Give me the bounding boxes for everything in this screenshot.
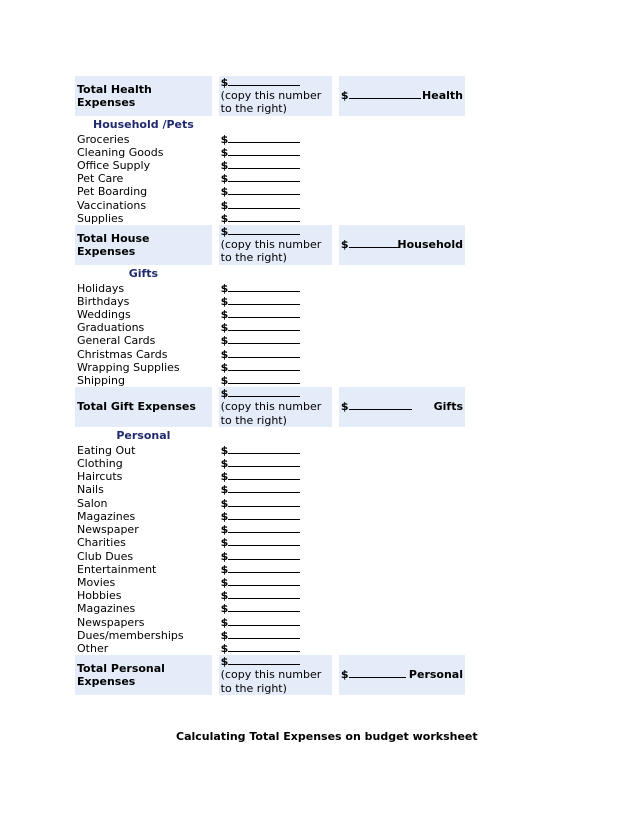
household-item-dollar: $ <box>220 211 229 225</box>
personal-item-amount <box>219 602 332 615</box>
household-heading-row <box>75 116 465 133</box>
personal-item-blank[interactable] <box>228 492 300 493</box>
personal-item-amount <box>219 510 332 523</box>
health-right-blank[interactable] <box>349 98 421 99</box>
personal-item-row <box>75 483 465 496</box>
gift-item-amount <box>219 361 332 374</box>
personal-item-row <box>75 629 465 642</box>
household-item-amount <box>219 133 332 146</box>
household-total-amount <box>219 225 332 265</box>
personal-item-blank[interactable] <box>228 466 300 467</box>
personal-item-dollar: $ <box>220 470 229 484</box>
household-item-label: Groceries <box>77 132 130 146</box>
personal-item-label: Salon <box>77 496 108 510</box>
household-item-label: Pet Care <box>77 172 124 186</box>
gift-item-blank[interactable] <box>228 370 300 371</box>
household-item-blank[interactable] <box>228 194 300 195</box>
gift-total-row <box>75 387 465 427</box>
personal-total-dollar: $ <box>220 655 229 669</box>
household-item-amount <box>219 172 332 185</box>
personal-item-label: Charities <box>77 536 126 550</box>
personal-item-label: Eating Out <box>77 443 136 457</box>
personal-item-blank[interactable] <box>228 625 300 626</box>
household-item-blank[interactable] <box>228 208 300 209</box>
personal-total-amount <box>219 655 332 695</box>
personal-item-row <box>75 563 465 576</box>
personal-item-dollar: $ <box>220 602 229 616</box>
personal-item-blank[interactable] <box>228 611 300 612</box>
personal-item-amount <box>219 563 332 576</box>
gift-item-row <box>75 295 465 308</box>
personal-item-label: Newspapers <box>77 615 145 629</box>
household-item-row <box>75 133 465 146</box>
personal-item-amount <box>219 589 332 602</box>
gift-item-dollar: $ <box>220 360 229 374</box>
personal-item-dollar: $ <box>220 457 229 471</box>
gift-item-row <box>75 374 465 387</box>
household-total-dollar: $ <box>220 225 229 239</box>
gift-item-blank[interactable] <box>228 357 300 358</box>
gift-item-amount <box>219 295 332 308</box>
personal-item-dollar: $ <box>220 562 229 576</box>
personal-item-label: Movies <box>77 575 116 589</box>
household-item-label: Cleaning Goods <box>77 145 164 159</box>
household-item-label: Pet Boarding <box>77 185 148 199</box>
personal-item-blank[interactable] <box>228 506 300 507</box>
gift-total-blank[interactable] <box>228 396 300 397</box>
household-item-blank[interactable] <box>228 168 300 169</box>
household-item-row <box>75 212 465 225</box>
gift-item-dollar: $ <box>220 308 229 322</box>
personal-item-dollar: $ <box>220 509 229 523</box>
gift-item-label: Holidays <box>77 281 125 295</box>
worksheet-caption: Calculating Total Expenses on budget worksheet <box>176 730 478 743</box>
personal-item-blank[interactable] <box>228 638 300 639</box>
personal-item-amount <box>219 616 332 629</box>
gift-item-label: Shipping <box>77 374 125 388</box>
personal-item-row <box>75 536 465 549</box>
personal-item-dollar: $ <box>220 628 229 642</box>
personal-heading-row <box>75 427 465 444</box>
household-item-dollar: $ <box>220 172 229 186</box>
personal-item-blank[interactable] <box>228 453 300 454</box>
household-item-row <box>75 185 465 198</box>
personal-item-row <box>75 550 465 563</box>
health-total-note: (copy this number to the right) <box>220 89 322 116</box>
household-right-cell <box>339 225 465 265</box>
personal-item-row <box>75 497 465 510</box>
gift-item-label: Weddings <box>77 308 131 322</box>
household-item-blank[interactable] <box>228 142 300 143</box>
personal-item-row <box>75 470 465 483</box>
personal-item-amount <box>219 457 332 470</box>
gift-item-blank[interactable] <box>228 330 300 331</box>
gift-item-dollar: $ <box>220 294 229 308</box>
household-item-blank[interactable] <box>228 155 300 156</box>
personal-item-row <box>75 589 465 602</box>
personal-item-row <box>75 602 465 615</box>
personal-item-dollar: $ <box>220 589 229 603</box>
gift-total-label: Total Gift Expenses <box>75 387 212 427</box>
gift-heading-row <box>75 265 465 282</box>
household-item-amount <box>219 199 332 212</box>
gift-right-blank[interactable] <box>349 409 412 410</box>
personal-item-label: Hobbies <box>77 589 122 603</box>
health-right-dollar: $ <box>340 89 349 103</box>
gift-item-dollar: $ <box>220 281 229 295</box>
gift-item-blank[interactable] <box>228 383 300 384</box>
personal-total-blank[interactable] <box>228 664 300 665</box>
personal-item-amount <box>219 550 332 563</box>
personal-total-row <box>75 655 465 695</box>
personal-item-label: Entertainment <box>77 562 157 576</box>
personal-item-blank[interactable] <box>228 598 300 599</box>
gift-item-row <box>75 321 465 334</box>
gift-item-amount <box>219 321 332 334</box>
gift-item-dollar: $ <box>220 334 229 348</box>
household-item-label: Supplies <box>77 211 124 225</box>
personal-item-blank[interactable] <box>228 651 300 652</box>
personal-item-label: Clothing <box>77 457 123 471</box>
gift-item-row <box>75 308 465 321</box>
gift-item-blank[interactable] <box>228 317 300 318</box>
household-item-blank[interactable] <box>228 181 300 182</box>
worksheet-body <box>75 76 465 695</box>
health-right-label: Health <box>422 89 463 103</box>
gift-item-blank[interactable] <box>228 304 300 305</box>
household-item-row <box>75 172 465 185</box>
personal-item-blank[interactable] <box>228 559 300 560</box>
personal-item-label: Newspaper <box>77 523 139 537</box>
household-right-blank[interactable] <box>349 247 399 248</box>
personal-item-dollar: $ <box>220 523 229 537</box>
household-item-amount <box>219 185 332 198</box>
personal-item-row <box>75 457 465 470</box>
gift-item-dollar: $ <box>220 347 229 361</box>
personal-item-amount <box>219 642 332 655</box>
household-total-blank[interactable] <box>228 234 300 235</box>
personal-item-dollar: $ <box>220 575 229 589</box>
personal-item-amount <box>219 629 332 642</box>
household-item-dollar: $ <box>220 145 229 159</box>
personal-item-amount <box>219 576 332 589</box>
gift-item-blank[interactable] <box>228 291 300 292</box>
personal-item-dollar: $ <box>220 496 229 510</box>
health-right-cell <box>339 76 465 116</box>
household-item-row <box>75 199 465 212</box>
household-item-blank[interactable] <box>228 221 300 222</box>
personal-item-amount <box>219 444 332 457</box>
gift-item-amount <box>219 282 332 295</box>
household-item-amount <box>219 212 332 225</box>
personal-item-label: Haircuts <box>77 470 123 484</box>
household-item-label: Vaccinations <box>77 198 147 212</box>
personal-item-blank[interactable] <box>228 585 300 586</box>
personal-total-note: (copy this number to the right) <box>220 668 322 695</box>
personal-section-heading: Personal <box>116 428 171 442</box>
personal-item-amount <box>219 483 332 496</box>
personal-item-dollar: $ <box>220 483 229 497</box>
gift-right-cell <box>339 387 465 427</box>
personal-item-row <box>75 576 465 589</box>
gift-item-dollar: $ <box>220 374 229 388</box>
gift-item-label: Graduations <box>77 321 145 335</box>
household-item-row <box>75 146 465 159</box>
personal-item-dollar: $ <box>220 549 229 563</box>
personal-item-label: Dues/memberships <box>77 628 184 642</box>
personal-item-blank[interactable] <box>228 479 300 480</box>
gift-item-amount <box>219 374 332 387</box>
personal-item-blank[interactable] <box>228 532 300 533</box>
personal-total-label: Total Personal Expenses <box>75 655 212 695</box>
health-total-dollar: $ <box>220 76 229 89</box>
personal-item-amount <box>219 497 332 510</box>
budget-worksheet-table <box>75 76 465 695</box>
gift-item-row <box>75 334 465 347</box>
personal-item-blank[interactable] <box>228 572 300 573</box>
household-item-dollar: $ <box>220 159 229 173</box>
household-total-row <box>75 225 465 265</box>
personal-right-blank[interactable] <box>349 677 406 678</box>
household-item-label: Office Supply <box>77 159 151 173</box>
household-section-heading: Household /Pets <box>93 117 194 131</box>
health-total-amount <box>219 76 332 116</box>
personal-item-amount <box>219 470 332 483</box>
personal-right-label: Personal <box>408 668 463 682</box>
gift-total-dollar: $ <box>220 387 229 401</box>
personal-item-row <box>75 523 465 536</box>
personal-item-amount <box>219 536 332 549</box>
gift-item-row <box>75 282 465 295</box>
gift-item-amount <box>219 308 332 321</box>
personal-item-dollar: $ <box>220 536 229 550</box>
household-item-row <box>75 159 465 172</box>
household-right-dollar: $ <box>340 238 349 252</box>
gift-right-label: Gifts <box>433 400 463 414</box>
gift-item-label: General Cards <box>77 334 156 348</box>
household-total-label: Total House Expenses <box>75 225 212 265</box>
personal-item-row <box>75 444 465 457</box>
personal-item-row <box>75 616 465 629</box>
personal-item-row <box>75 510 465 523</box>
personal-item-dollar: $ <box>220 615 229 629</box>
personal-item-dollar: $ <box>220 641 229 655</box>
health-total-label: Total Health Expenses <box>75 76 212 116</box>
gift-total-note: (copy this number to the right) <box>220 400 322 427</box>
gift-item-row <box>75 348 465 361</box>
personal-item-dollar: $ <box>220 443 229 457</box>
personal-item-label: Other <box>77 641 109 655</box>
gift-section-heading: Gifts <box>128 266 159 280</box>
gift-item-label: Birthdays <box>77 294 130 308</box>
household-right-label: Household <box>397 238 463 252</box>
gift-item-amount <box>219 334 332 347</box>
gift-item-row <box>75 361 465 374</box>
personal-item-blank[interactable] <box>228 545 300 546</box>
personal-item-label: Magazines <box>77 509 136 523</box>
gift-item-dollar: $ <box>220 321 229 335</box>
personal-item-amount <box>219 523 332 536</box>
personal-item-row <box>75 642 465 655</box>
gift-item-label: Christmas Cards <box>77 347 168 361</box>
gift-total-amount <box>219 387 332 427</box>
health-total-row <box>75 76 465 116</box>
household-item-dollar: $ <box>220 132 229 146</box>
household-total-note: (copy this number to the right) <box>220 238 322 265</box>
personal-right-dollar: $ <box>340 668 349 682</box>
gift-item-label: Wrapping Supplies <box>77 360 180 374</box>
household-item-amount <box>219 159 332 172</box>
personal-item-label: Magazines <box>77 602 136 616</box>
household-item-amount <box>219 146 332 159</box>
household-item-dollar: $ <box>220 198 229 212</box>
household-item-dollar: $ <box>220 185 229 199</box>
gift-item-amount <box>219 348 332 361</box>
health-total-blank[interactable] <box>228 85 300 86</box>
personal-right-cell <box>339 655 465 695</box>
personal-item-label: Nails <box>77 483 104 497</box>
gift-right-dollar: $ <box>340 400 349 414</box>
personal-item-label: Club Dues <box>77 549 134 563</box>
personal-item-blank[interactable] <box>228 519 300 520</box>
gift-item-blank[interactable] <box>228 343 300 344</box>
